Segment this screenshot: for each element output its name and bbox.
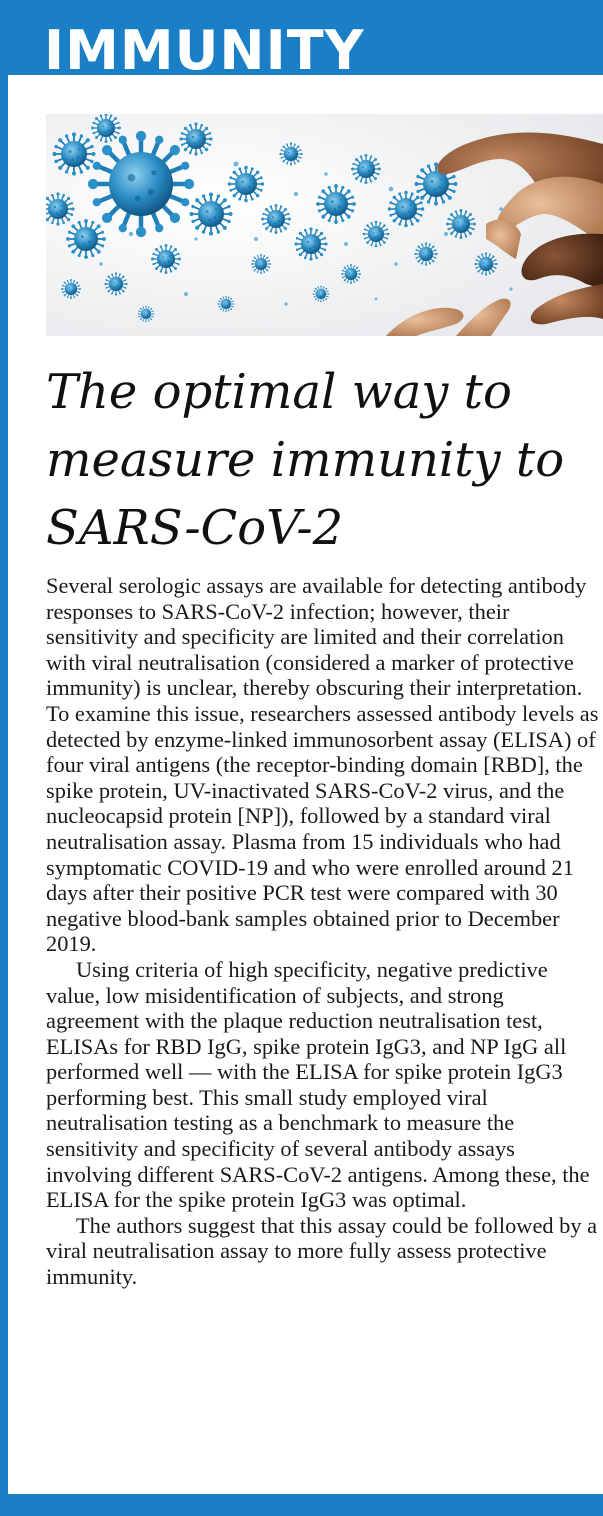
article-paragraph: The authors suggest that this assay could be followed by a viral neutralisation assay to more fully assess protective immunity.: [46, 1212, 598, 1290]
left-frame-bar: [0, 0, 8, 1516]
article-paragraph: Using criteria of high specificity, negative predictive value, low misidentification of subjects, and strong agreement with the plaque reduction neutralisation test, ELISAs for RBD IgG, spike protein IgG3, and NP IgG all performed well — with the ELISA for spike protein IgG3 performing best. This small study employed viral neutralisation testing as a benchmark to measure the sensitivity and specificity of several antibody assays involving different SARS-CoV-2 antigens. Among these, the ELISA for the spike protein IgG3 was optimal.: [46, 956, 590, 1213]
hero-image: [46, 114, 603, 336]
section-title: IMMUNITY: [44, 19, 365, 75]
footer-bar: [0, 1494, 603, 1516]
section-header-bar: [0, 0, 603, 75]
article-headline: The optimal way to measure immunity to SARS-CoV-2: [46, 364, 565, 556]
article-body: [46, 573, 602, 1290]
article-paragraph: Several serologic assays are available for detecting antibody responses to SARS-CoV-2 infection; however, their sensitivity and specificity are limited and their correlation with viral neutralisation (considered a marker of protective immunity) is unclear, thereby obscuring their interpretation. To examine this issue, researchers assessed antibody levels as detected by enzyme-linked immunosorbent assay (ELISA) of four viral antigens (the receptor-binding domain [RBD], the spike protein, UV-inactivated SARS-CoV-2 virus, and the nucleocapsid protein [NP]), followed by a standard viral neutralisation assay. Plasma from 15 individuals who had symptomatic COVID-19 and who were enrolled around 21 days after their positive PCR test were compared with 30 negative blood-bank samples obtained prior to December 2019.: [46, 573, 599, 957]
